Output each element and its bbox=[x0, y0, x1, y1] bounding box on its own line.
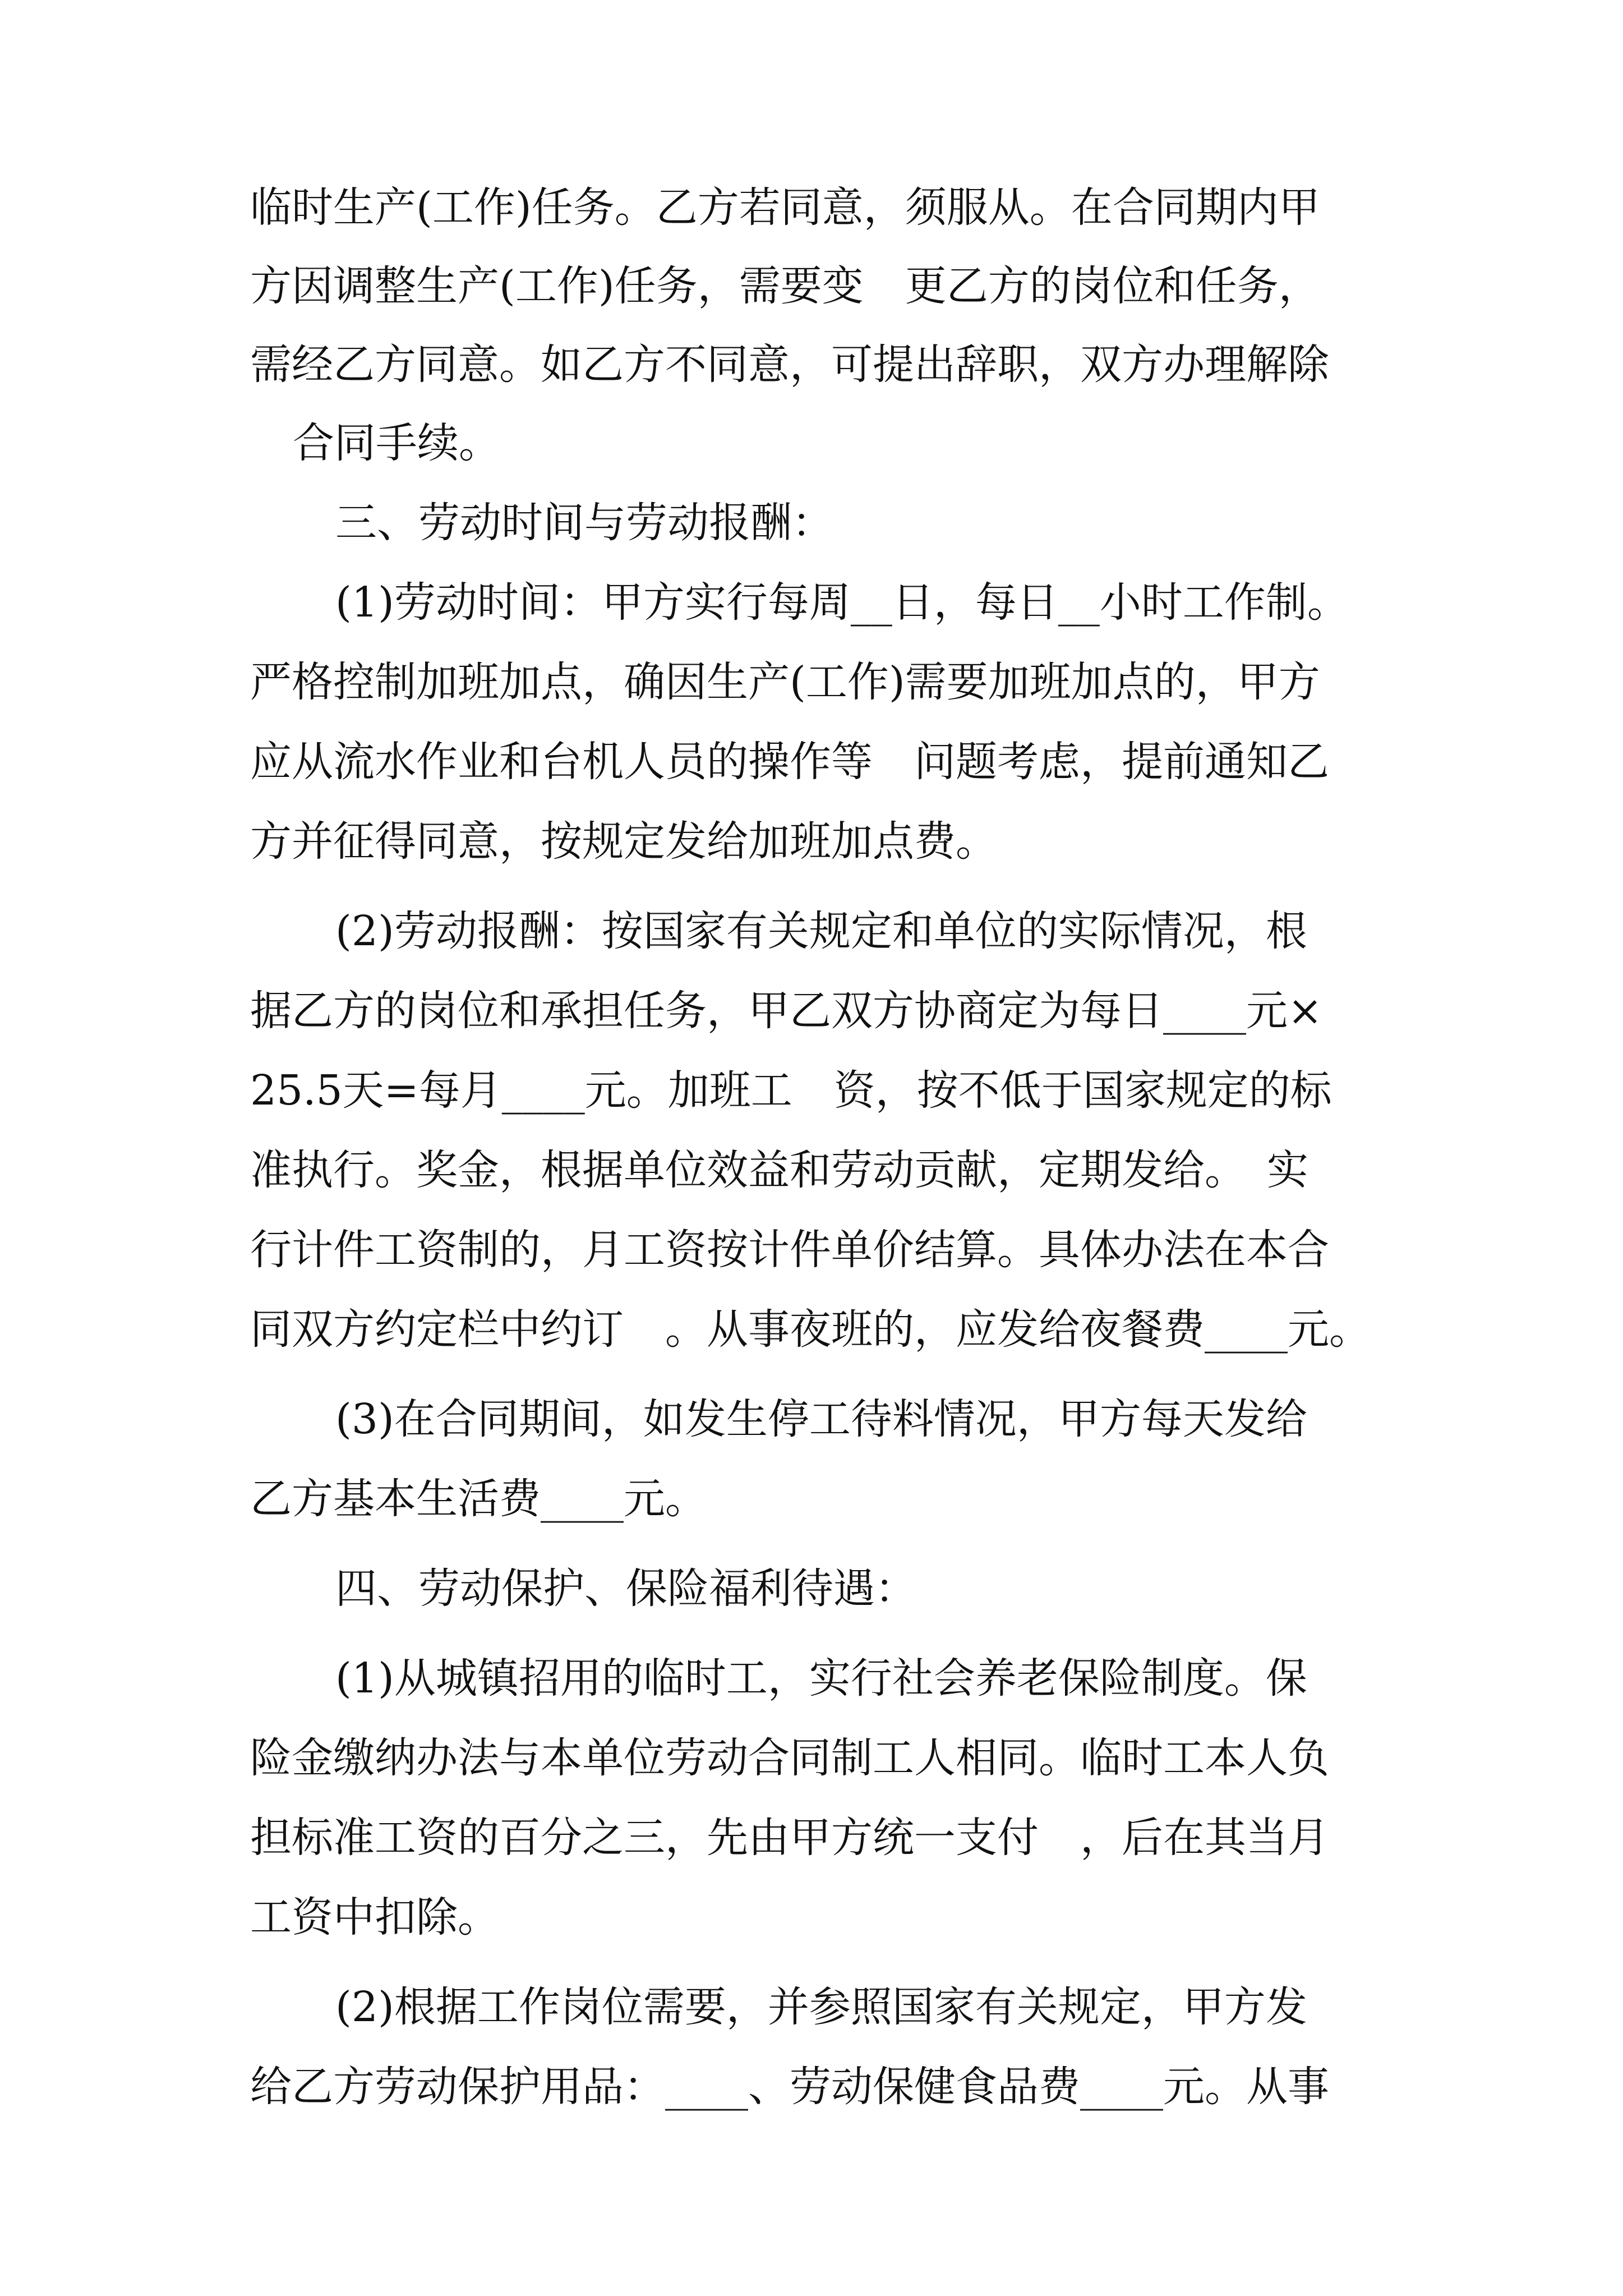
text-line: 25.5天=每月____元。加班工 资，按不低于国家规定的标 bbox=[250, 1066, 1332, 1115]
section-heading: 三、劳动时间与劳动报酬： bbox=[335, 499, 833, 547]
text-line: (1)从城镇招用的临时工，实行社会养老保险制度。保 bbox=[335, 1654, 1307, 1703]
text-line: 临时生产(工作)任务。乙方若同意，须服从。在合同期内甲 bbox=[250, 183, 1320, 232]
section-heading: 四、劳动保护、保险福利待遇： bbox=[335, 1565, 916, 1613]
text-line: 据乙方的岗位和承担任务，甲乙双方协商定为每日____元× bbox=[250, 987, 1323, 1035]
text-line: 需经乙方同意。如乙方不同意，可提出辞职，双方办理解除 bbox=[250, 341, 1329, 389]
text-line: 行计件工资制的，月工资按计件单价结算。具体办法在本合 bbox=[250, 1226, 1329, 1274]
text-line: 严格控制加班加点，确因生产(工作)需要加班加点的，甲方 bbox=[250, 658, 1320, 706]
text-line: 方因调整生产(工作)任务，需要变 更乙方的岗位和任务， bbox=[250, 262, 1320, 310]
text-line: 担标准工资的百分之三，先由甲方统一支付 ，后在其当月 bbox=[250, 1814, 1329, 1862]
text-line: 合同手续。 bbox=[293, 419, 500, 467]
text-line: 应从流水作业和台机人员的操作等 问题考虑，提前通知乙 bbox=[250, 738, 1329, 786]
text-line: 险金缴纳办法与本单位劳动合同制工人相同。临时工本人负 bbox=[250, 1734, 1329, 1782]
text-line: 给乙方劳动保护用品：____、劳动保健食品费____元。从事 bbox=[250, 2063, 1329, 2111]
text-line: (1)劳动时间：甲方实行每周__日，每日__小时工作制。 bbox=[335, 578, 1349, 627]
text-line: (2)劳动报酬：按国家有关规定和单位的实际情况，根 bbox=[335, 907, 1307, 955]
text-line: (2)根据工作岗位需要，并参照国家有关规定，甲方发 bbox=[335, 1983, 1307, 2031]
text-line: 乙方基本生活费____元。 bbox=[250, 1475, 707, 1523]
text-line: 工资中扣除。 bbox=[250, 1893, 499, 1941]
text-line: 准执行。奖金，根据单位效益和劳动贡献，定期发给。 实 bbox=[250, 1146, 1308, 1194]
text-line: 方并征得同意，按规定发给加班加点费。 bbox=[250, 817, 997, 866]
text-line: 同双方约定栏中约订 。从事夜班的，应发给夜餐费____元。 bbox=[250, 1305, 1371, 1354]
text-line: (3)在合同期间，如发生停工待料情况，甲方每天发给 bbox=[335, 1395, 1307, 1443]
